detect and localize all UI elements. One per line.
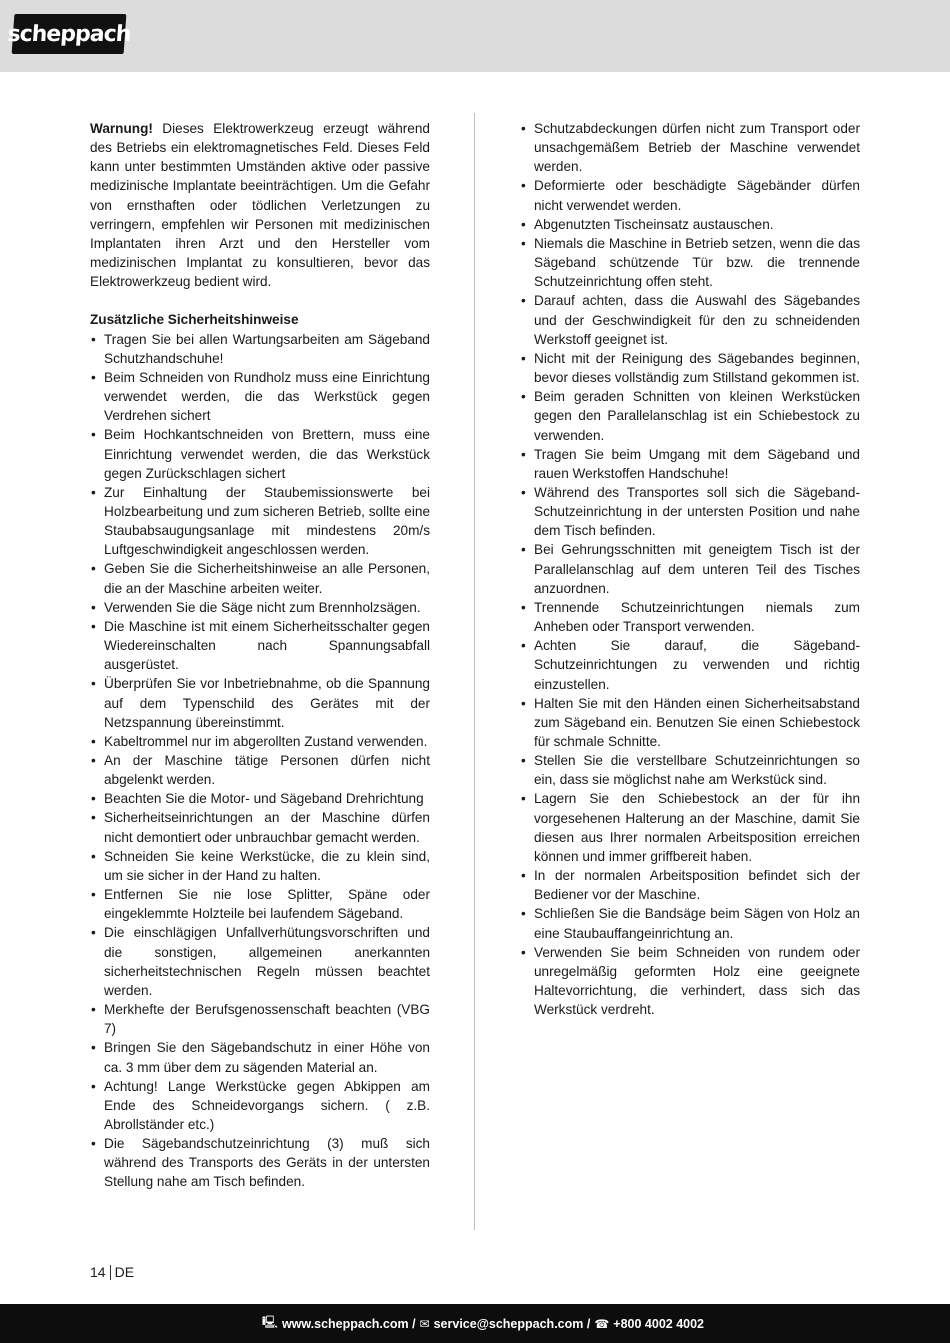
list-item: • Sicherheitseinrichtungen an der Maschine dürfen nicht demontiert oder unbrauchbar gemacht werden. <box>90 808 430 846</box>
list-item: • Lagern Sie den Schiebestock an der für ihn vorgesehenen Halterung an der Maschine, damit Sie diesen aus Ihrer normalen Arbeitsposition erreichen können und immer griffbereit haben. <box>520 789 860 866</box>
phone-number[interactable]: +800 4002 4002 <box>613 1316 704 1331</box>
warning-paragraph <box>90 119 430 291</box>
list-item: • Die Maschine ist mit einem Sicherheitsschalter gegen Wiedereinschalten nach Spannungsabfall ausgerüstet. <box>90 617 430 674</box>
list-item: • Verwenden Sie die Säge nicht zum Brennholzsägen. <box>90 598 430 617</box>
envelope-icon: ✉ <box>419 1316 430 1331</box>
safety-list-right <box>520 119 860 1019</box>
computer-icon: 🖳 <box>261 1315 278 1329</box>
website-link[interactable]: www.scheppach.com / <box>281 1316 416 1331</box>
list-item: • Schutzabdeckungen dürfen nicht zum Transport oder unsachgemäßem Betrieb der Maschine verwendet werden. <box>520 119 860 176</box>
list-item: • Während des Transportes soll sich die Sägeband-Schutzeinrichtung in der untersten Position und nahe dem Tisch befinden. <box>520 483 860 540</box>
list-item: • Niemals die Maschine in Betrieb setzen, wenn die das Sägeband schützende Tür bzw. die trennende Schutzeinrichtung offen steht. <box>520 234 860 291</box>
list-item: • Überprüfen Sie vor Inbetriebnahme, ob die Spannung auf dem Typenschild des Gerätes mit der Netzspannung übereinstimmt. <box>90 674 430 731</box>
page-separator <box>110 1265 111 1280</box>
list-item: • Die einschlägigen Unfallverhütungsvorschriften und die sonstigen, allgemeinen anerkannten sicherheitstechnischen Regeln müssen beachtet werden. <box>90 923 430 1000</box>
warning-text: Dieses Elektrowerkzeug erzeugt während des Betriebs ein elektromagnetisches Feld. Dieses Feld kann unter bestimmten Umständen aktive oder passive medizinische Implantate beeinträchtigen. Um die Gefahr von ernsthaften oder tödlichen Verletzungen zu verringern, empfehlen wir Personen mit medizinischen Implantaten ihren Arzt und den Hersteller vom medizinischen Implantat zu konsultieren, bevor das Elektrowerkzeug bedient wird. <box>90 121 430 290</box>
list-item: • Tragen Sie beim Umgang mit dem Sägeband und rauen Werkstoffen Handschuhe! <box>520 445 860 483</box>
list-item: • Beim Schneiden von Rundholz muss eine Einrichtung verwendet werden, die das Werkstück gegen Verdrehen sichert <box>90 368 430 425</box>
contact-bar <box>0 1304 950 1343</box>
list-item: • Geben Sie die Sicherheitshinweise an alle Personen, die an der Maschine arbeiten weiter. <box>90 559 430 597</box>
list-item: • Abgenutzten Tischeinsatz austauschen. <box>520 215 860 234</box>
telephone-icon: ☎ <box>594 1316 610 1331</box>
column-divider <box>474 113 475 1230</box>
list-item: • Bei Gehrungsschnitten mit geneigtem Tisch ist der Parallelanschlag auf dem unteren Teil des Tisches anzuordnen. <box>520 540 860 597</box>
list-item: • Deformierte oder beschädigte Sägebänder dürfen nicht verwendet werden. <box>520 176 860 214</box>
list-item: • Halten Sie mit den Händen einen Sicherheitsabstand zum Sägeband ein. Benutzen Sie einen Schiebestock für schmale Schnitte. <box>520 694 860 751</box>
list-item: • Nicht mit der Reinigung des Sägebandes beginnen, bevor dieses vollständig zum Stillstand gekommen ist. <box>520 349 860 387</box>
email-link[interactable]: service@scheppach.com / <box>433 1316 591 1331</box>
list-item: • Entfernen Sie nie lose Splitter, Späne oder eingeklemmte Holzteile bei laufendem Sägeband. <box>90 885 430 923</box>
list-item: • Bringen Sie den Sägebandschutz in einer Höhe von ca. 3 mm über dem zu sägenden Material an. <box>90 1038 430 1076</box>
list-item: • Die Sägebandschutzeinrichtung (3) muß sich während des Transports des Geräts in der untersten Stellung nahe am Tisch befinden. <box>90 1134 430 1191</box>
left-column <box>90 119 430 1192</box>
list-item: • An der Maschine tätige Personen dürfen nicht abgelenkt werden. <box>90 751 430 789</box>
section-heading: Zusätzliche Sicherheitshinweise <box>90 312 299 328</box>
page-header <box>0 0 950 72</box>
scheppach-logo: scheppach <box>12 14 127 54</box>
list-item: • Kabeltrommel nur im abgerollten Zustand verwenden. <box>90 732 430 751</box>
list-item: • In der normalen Arbeitsposition befindet sich der Bediener vor der Maschine. <box>520 866 860 904</box>
list-item: • Stellen Sie die verstellbare Schutzeinrichtungen so ein, dass sie möglichst nahe am Werkstück sind. <box>520 751 860 789</box>
list-item: • Trennende Schutzeinrichtungen niemals zum Anheben oder Transport verwenden. <box>520 598 860 636</box>
list-item: • Achtung! Lange Werkstücke gegen Abkippen am Ende des Schneidevorgangs sichern. ( z.B. Abrollständer etc.) <box>90 1077 430 1134</box>
language-code: DE <box>114 1264 135 1280</box>
warning-label: Warnung! <box>90 121 153 136</box>
list-item: • Darauf achten, dass die Auswahl des Sägebandes und der Geschwindigkeit für den zu schneidenden Werkstoff geeignet ist. <box>520 291 860 348</box>
list-item: • Beachten Sie die Motor- und Sägeband Drehrichtung <box>90 789 430 808</box>
list-item: • Verwenden Sie beim Schneiden von rundem oder unregelmäßig geformten Holz eine geeignete Haltevorrichtung, die verhindert, dass sich das Werkstück verdreht. <box>520 943 860 1020</box>
list-item: • Beim geraden Schnitten von kleinen Werkstücken gegen den Parallelanschlag ist ein Schiebestock zu verwenden. <box>520 387 860 444</box>
list-item: • Beim Hochkantschneiden von Brettern, muss eine Einrichtung verwendet werden, die das Werkstück gegen Zurückschlagen sichert <box>90 425 430 482</box>
list-item: • Merkhefte der Berufsgenossenschaft beachten (VBG 7) <box>90 1000 430 1038</box>
list-item: • Achten Sie darauf, die Sägeband- Schutzeinrichtungen zu verwenden und richtig einzustellen. <box>520 636 860 693</box>
list-item: • Tragen Sie bei allen Wartungsarbeiten am Sägeband Schutzhandschuhe! <box>90 330 430 368</box>
list-item: • Zur Einhaltung der Staubemissionswerte bei Holzbearbeitung und zum sicheren Betrieb, sollte eine Staubabsaugungsanlage mit mindestens 20m/s Luftgeschwindigkeit angeschlossen werden. <box>90 483 430 560</box>
page-number: 14 <box>90 1264 106 1280</box>
list-item: • Schneiden Sie keine Werkstücke, die zu klein sind, um sie sicher in der Hand zu halten. <box>90 847 430 885</box>
page-indicator <box>90 1264 134 1280</box>
right-column <box>520 119 860 1019</box>
list-item: • Schließen Sie die Bandsäge beim Sägen von Holz an eine Staubauffangeinrichtung an. <box>520 904 860 942</box>
safety-list-left <box>90 330 430 1192</box>
